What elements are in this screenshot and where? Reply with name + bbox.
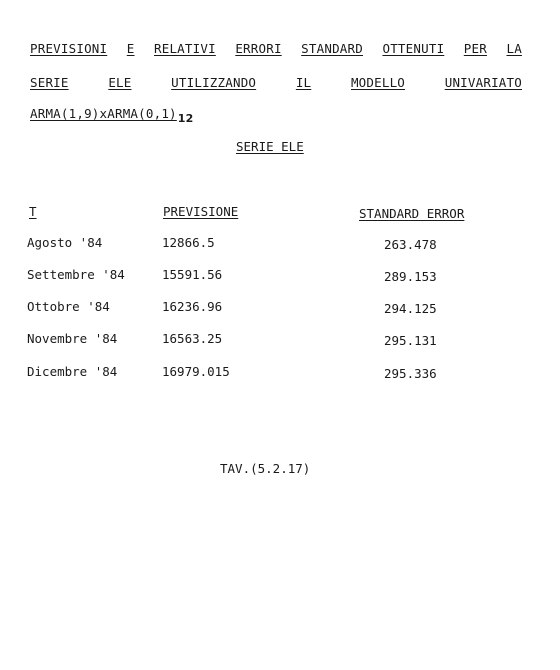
title-word: PREVISIONI (30, 41, 108, 56)
std-error-cell: 294.125 (384, 301, 437, 316)
title-word: UTILIZZANDO (171, 75, 257, 90)
std-error-cell: 295.336 (384, 366, 437, 381)
title-word: UNIVARIATO (444, 75, 522, 90)
table-row (0, 235, 560, 255)
table-row (0, 364, 560, 384)
period-cell: Dicembre '84 (27, 364, 118, 379)
title-line-1 (30, 41, 522, 56)
period-cell: Novembre '84 (27, 331, 118, 346)
table-row (0, 331, 560, 351)
title-line-3 (30, 106, 522, 125)
column-header-previsione: PREVISIONE (163, 204, 239, 219)
title-word: SERIE (30, 75, 69, 90)
std-error-cell: 263.478 (384, 237, 437, 252)
title-word: PER (463, 41, 487, 56)
forecast-cell: 16563.25 (162, 331, 223, 346)
title-word: MODELLO (350, 75, 406, 90)
title-word: IL (295, 75, 312, 90)
std-error-cell: 295.131 (384, 333, 437, 348)
forecast-cell: 16979.015 (162, 364, 230, 379)
period-cell: Ottobre '84 (27, 299, 110, 314)
column-header-t: T (29, 204, 37, 219)
forecast-cell: 16236.96 (162, 299, 223, 314)
column-header-standard-error: STANDARD ERROR (359, 206, 465, 221)
std-error-cell: 289.153 (384, 269, 437, 284)
series-subtitle: SERIE ELE (236, 139, 304, 154)
title-word: ERRORI (235, 41, 282, 56)
model-formula: ARMA(1,9)xARMA(0,1) (30, 106, 177, 121)
title-word: LA (506, 41, 522, 56)
table-row (0, 299, 560, 319)
forecast-cell: 12866.5 (162, 235, 215, 250)
period-cell: Settembre '84 (27, 267, 125, 282)
forecast-cell: 15591.56 (162, 267, 223, 282)
title-word: OTTENUTI (382, 41, 445, 56)
title-word: E (126, 41, 135, 56)
period-cell: Agosto '84 (27, 235, 103, 250)
title-word: STANDARD (301, 41, 363, 56)
title-line-2 (30, 75, 522, 90)
model-seasonal-subscript: 12 (177, 112, 194, 125)
title-word: RELATIVI (154, 41, 216, 56)
table-row (0, 267, 560, 287)
title-word: ELE (108, 75, 132, 90)
table-reference-label: TAV.(5.2.17) (220, 461, 311, 476)
